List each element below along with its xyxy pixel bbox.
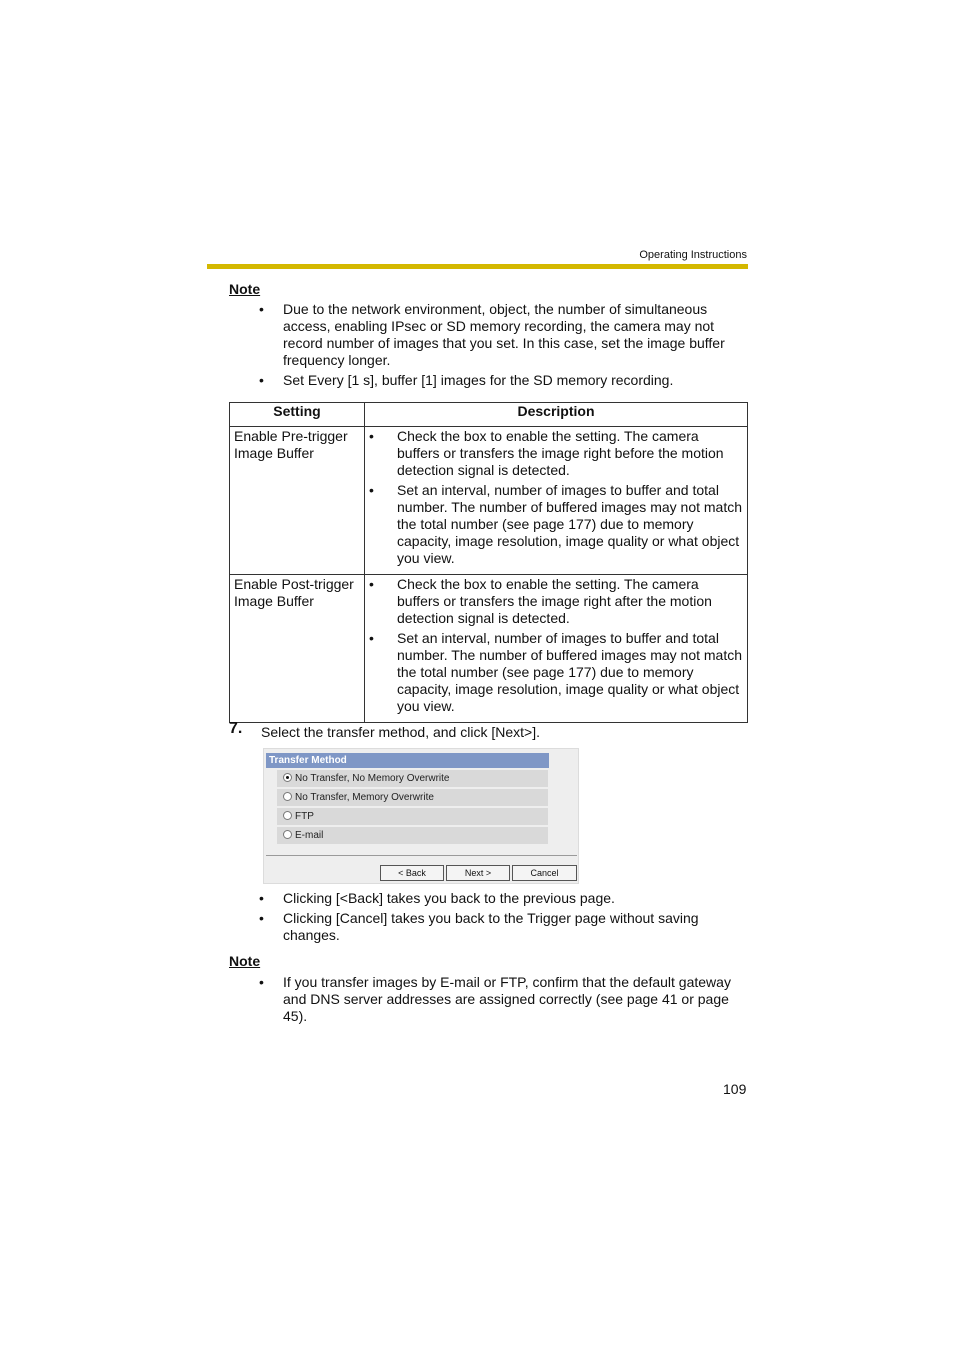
column-header-setting: Setting bbox=[230, 403, 365, 427]
step-number: 7. bbox=[229, 720, 243, 737]
description-bullet: • Set an interval, number of images to buffer and total number. The number of buffered images may not match the total number (see page 177) due to memory capacity, image resolution, image quality or what object you view. bbox=[369, 482, 743, 567]
settings-table bbox=[229, 402, 748, 723]
note-bullet: • Set Every [1 s], buffer [1] images for the SD memory recording. bbox=[259, 372, 749, 389]
cancel-button[interactable]: Cancel bbox=[512, 865, 577, 881]
radio-icon[interactable] bbox=[283, 811, 292, 820]
step-instruction: Select the transfer method, and click [Next>]. bbox=[261, 724, 540, 740]
navigation-bullet-list bbox=[259, 890, 749, 947]
transfer-option-ftp[interactable] bbox=[277, 808, 548, 825]
setting-name: Enable Pre-trigger Image Buffer bbox=[230, 427, 365, 575]
setting-description bbox=[365, 575, 748, 723]
back-button[interactable]: < Back bbox=[380, 865, 444, 881]
note-bullet-list bbox=[259, 301, 749, 392]
radio-icon[interactable] bbox=[283, 830, 292, 839]
table-row bbox=[230, 427, 748, 575]
option-label: No Transfer, No Memory Overwrite bbox=[295, 773, 450, 784]
info-bullet: • Clicking [Cancel] takes you back to the Trigger page without saving changes. bbox=[259, 910, 749, 944]
setting-name: Enable Post-trigger Image Buffer bbox=[230, 575, 365, 723]
radio-selected-icon[interactable] bbox=[283, 773, 292, 782]
description-bullet: • Check the box to enable the setting. The camera buffers or transfers the image right after the motion detection signal is detected. bbox=[369, 576, 743, 627]
option-label: No Transfer, Memory Overwrite bbox=[295, 792, 434, 803]
description-bullet: • Check the box to enable the setting. The camera buffers or transfers the image right before the motion detection signal is detected. bbox=[369, 428, 743, 479]
panel-divider bbox=[266, 855, 577, 856]
header-rule bbox=[207, 264, 748, 269]
option-label: FTP bbox=[295, 811, 314, 822]
panel-title: Transfer Method bbox=[266, 753, 549, 768]
page-number: 109 bbox=[723, 1081, 747, 1097]
note-bullet: • Due to the network environment, object, the number of simultaneous access, enabling IPsec or SD memory recording, the camera may not record number of images that you set. In this case, set the image buffer frequency longer. bbox=[259, 301, 749, 369]
note-heading: Note bbox=[229, 281, 261, 297]
column-header-description: Description bbox=[365, 403, 748, 427]
option-label: E-mail bbox=[295, 830, 324, 841]
note-bullet-list bbox=[259, 974, 749, 1028]
setting-description bbox=[365, 427, 748, 575]
table-row bbox=[230, 575, 748, 723]
note-bullet: • If you transfer images by E-mail or FTP, confirm that the default gateway and DNS server addresses are assigned correctly (see page 41 or page 45). bbox=[259, 974, 749, 1025]
description-bullet: • Set an interval, number of images to buffer and total number. The number of buffered images may not match the total number (see page 177) due to memory capacity, image resolution, image quality or what object you view. bbox=[369, 630, 743, 715]
transfer-option-no-transfer-overwrite[interactable] bbox=[277, 789, 548, 806]
running-header: Operating Instructions bbox=[639, 249, 747, 261]
transfer-method-panel bbox=[263, 748, 579, 884]
next-button[interactable]: Next > bbox=[446, 865, 510, 881]
note-heading: Note bbox=[229, 953, 261, 969]
info-bullet: • Clicking [<Back] takes you back to the previous page. bbox=[259, 890, 749, 907]
transfer-option-no-transfer-no-overwrite[interactable] bbox=[277, 770, 548, 787]
radio-icon[interactable] bbox=[283, 792, 292, 801]
transfer-option-email[interactable] bbox=[277, 827, 548, 844]
